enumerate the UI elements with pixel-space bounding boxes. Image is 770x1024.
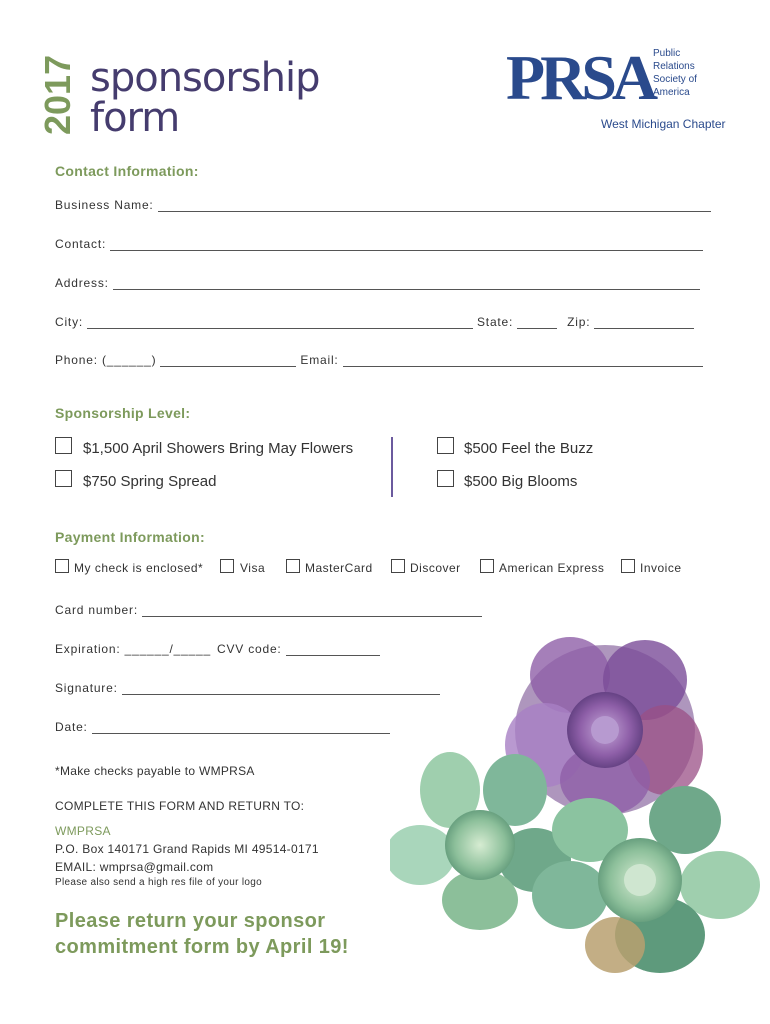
level-500-buzz-checkbox[interactable] — [437, 437, 454, 454]
level-1500-checkbox[interactable] — [55, 437, 72, 454]
date-row — [55, 720, 394, 734]
visa-label: Visa — [240, 561, 266, 575]
deadline-callout — [55, 908, 349, 960]
invoice-label: Invoice — [640, 561, 682, 575]
chapter-name: West Michigan Chapter — [601, 117, 726, 131]
level-1500-label: $1,500 April Showers Bring May Flowers — [83, 440, 354, 457]
form-title-line1: sponsorship — [90, 55, 320, 101]
mastercard-label: MasterCard — [305, 561, 373, 575]
org-name: WMPRSA — [55, 824, 111, 838]
succulent-illustration — [390, 625, 770, 995]
level-500-blooms-checkbox[interactable] — [437, 470, 454, 487]
callout-line2: commitment form by April 19! — [55, 936, 349, 958]
payment-heading: Payment Information: — [55, 529, 205, 545]
phone-row — [55, 353, 707, 367]
cvv-field[interactable] — [286, 643, 380, 656]
phone-field[interactable] — [160, 354, 296, 367]
signature-row — [55, 681, 444, 695]
card-number-row — [55, 603, 486, 617]
level-750-label: $750 Spring Spread — [83, 473, 217, 490]
check-note: *Make checks payable to WMPRSA — [55, 764, 255, 778]
card-number-label: Card number: — [55, 603, 138, 617]
state-label: State: — [477, 315, 514, 329]
level-750-checkbox[interactable] — [55, 470, 72, 487]
contact-field[interactable] — [110, 238, 703, 251]
zip-label: Zip: — [567, 315, 591, 329]
email-field[interactable] — [343, 354, 703, 367]
city-label: City: — [55, 315, 83, 329]
email-label: Email: — [300, 353, 339, 367]
check-enclosed-label: My check is enclosed* — [74, 561, 204, 575]
logo-note: Please also send a high res file of your logo — [55, 877, 262, 888]
signature-label: Signature: — [55, 681, 118, 695]
phone-label: Phone: (______) — [55, 353, 157, 367]
mailing-address: P.O. Box 140171 Grand Rapids MI 49514-0171 — [55, 842, 319, 856]
city-field[interactable] — [87, 316, 473, 329]
discover-checkbox[interactable] — [391, 559, 405, 573]
card-number-field[interactable] — [142, 604, 482, 617]
invoice-checkbox[interactable] — [621, 559, 635, 573]
business-name-field[interactable] — [158, 199, 711, 212]
contact-heading: Contact Information: — [55, 163, 199, 179]
visa-checkbox[interactable] — [220, 559, 234, 573]
level-divider — [391, 437, 393, 497]
logo-sub-3: Society of — [653, 74, 697, 85]
level-500-blooms-label: $500 Big Blooms — [464, 473, 578, 490]
logo-sub-1: Public — [653, 48, 681, 59]
discover-label: Discover — [410, 561, 461, 575]
amex-label: American Express — [499, 561, 605, 575]
year-label: 2017 — [37, 54, 78, 135]
city-row — [55, 315, 698, 329]
mastercard-checkbox[interactable] — [286, 559, 300, 573]
expiration-row — [55, 642, 384, 656]
address-row — [55, 276, 704, 290]
check-enclosed-checkbox[interactable] — [55, 559, 69, 573]
date-field[interactable] — [92, 721, 390, 734]
business-name-row — [55, 198, 715, 212]
state-field[interactable] — [517, 316, 557, 329]
address-field[interactable] — [113, 277, 700, 290]
return-heading: COMPLETE THIS FORM AND RETURN TO: — [55, 799, 305, 813]
level-500-buzz-label: $500 Feel the Buzz — [464, 440, 594, 457]
callout-line1: Please return your sponsor — [55, 910, 326, 932]
business-name-label: Business Name: — [55, 198, 154, 212]
address-label: Address: — [55, 276, 109, 290]
form-title-line2: form — [90, 95, 180, 141]
date-label: Date: — [55, 720, 88, 734]
expiration-label: Expiration: ______/_____ — [55, 642, 211, 656]
prsa-logo: PRSA — [506, 42, 654, 113]
contact-label: Contact: — [55, 237, 107, 251]
contact-email: EMAIL: wmprsa@gmail.com — [55, 860, 214, 874]
sponsorship-heading: Sponsorship Level: — [55, 405, 191, 421]
contact-row — [55, 237, 707, 251]
amex-checkbox[interactable] — [480, 559, 494, 573]
zip-field[interactable] — [594, 316, 694, 329]
logo-sub-2: Relations — [653, 61, 695, 72]
logo-sub-4: America — [653, 87, 690, 98]
cvv-label: CVV code: — [216, 642, 282, 656]
